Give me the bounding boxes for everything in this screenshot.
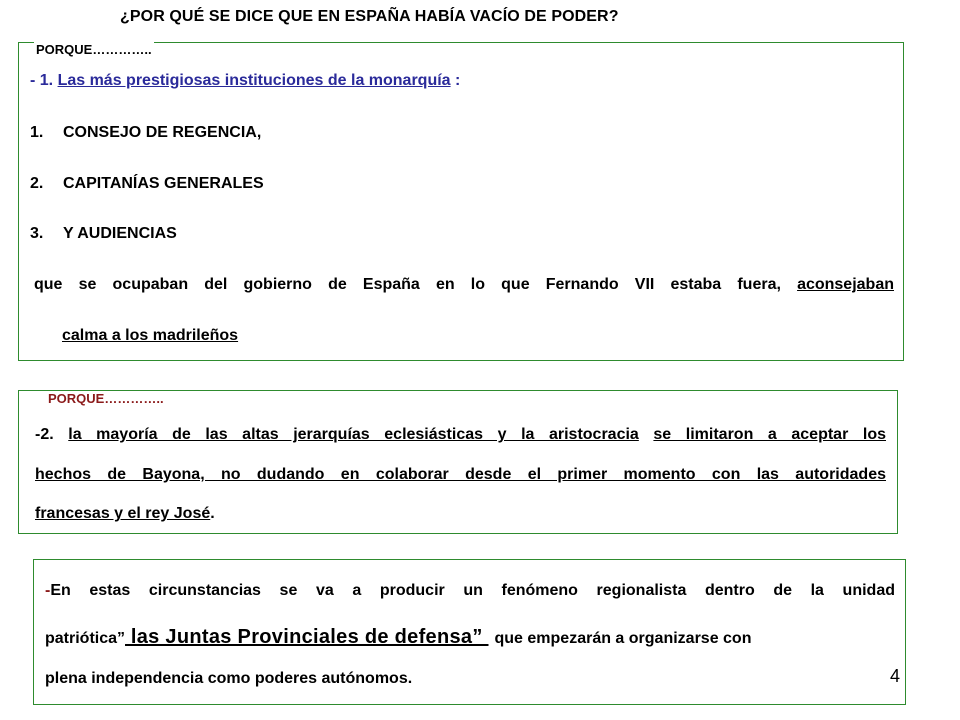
section-3-text2: que empezarán a organizarse con: [494, 630, 752, 647]
section-3-line1: [45, 582, 895, 600]
section-2-end: .: [210, 505, 215, 522]
section-3-text1: En estas circunstancias se va a producir un fenómeno regionalista dentro de la unidad: [50, 582, 895, 599]
section-1-porque: PORQUE…………..: [36, 42, 152, 57]
page-title: ¿POR QUÉ SE DICE QUE EN ESPAÑA HABÍA VACÍO DE PODER?: [120, 8, 619, 25]
section-3-dash: -: [45, 582, 51, 599]
list-item-number: 3.: [30, 225, 44, 242]
section-2-u4: francesas y el rey José: [35, 505, 211, 522]
section-2-u3: hechos de Bayona, no dudando en colaborar desde el primer momento con las autoridades: [35, 466, 886, 483]
section-2-porque: PORQUE…………..: [48, 391, 164, 406]
section-1-paragraph-line2: [62, 327, 238, 345]
intro-suffix: :: [450, 72, 461, 89]
section-3-text3: plena independencia como poderes autónomos.: [45, 670, 413, 687]
list-item-number: 1.: [30, 124, 44, 141]
section-3-line2: [45, 626, 895, 649]
section-2-line2: [35, 466, 886, 484]
section-2-line1: [35, 426, 886, 444]
section-1-intro: [30, 72, 460, 90]
list-item-number: 2.: [30, 175, 44, 192]
page-number: 4: [890, 666, 901, 686]
para-underlined: aconsejaban: [797, 276, 894, 293]
para-plain: que se ocupaban del gobierno de España en lo que Fernando VII estaba fuera,: [34, 276, 798, 293]
intro-link: Las más prestigiosas instituciones de la monarquía: [57, 72, 451, 89]
section-3-juntas: las Juntas Provinciales de defensa”: [125, 626, 489, 648]
list-item-text: CONSEJO DE REGENCIA,: [63, 124, 262, 141]
list-item-text: Y AUDIENCIAS: [63, 225, 177, 242]
para-underlined-2: calma a los madrileños: [62, 327, 239, 344]
section-2-u1: la mayoría de las altas jerarquías eclesiásticas y la aristocracia: [68, 426, 639, 443]
section-3-patriotica: patriótica”: [45, 630, 126, 647]
list-item-1: [30, 124, 261, 142]
section-2-line3: [35, 505, 215, 523]
section-1-paragraph-line1: [34, 276, 894, 294]
intro-prefix: - 1.: [30, 72, 58, 89]
list-item-2: [30, 175, 264, 193]
section-2-prefix: -2.: [35, 426, 69, 443]
list-item-3: [30, 225, 177, 243]
section-3-line3: [45, 670, 412, 688]
section-2-u2: se limitaron a aceptar los: [653, 426, 886, 443]
list-item-text: CAPITANÍAS GENERALES: [63, 175, 264, 192]
